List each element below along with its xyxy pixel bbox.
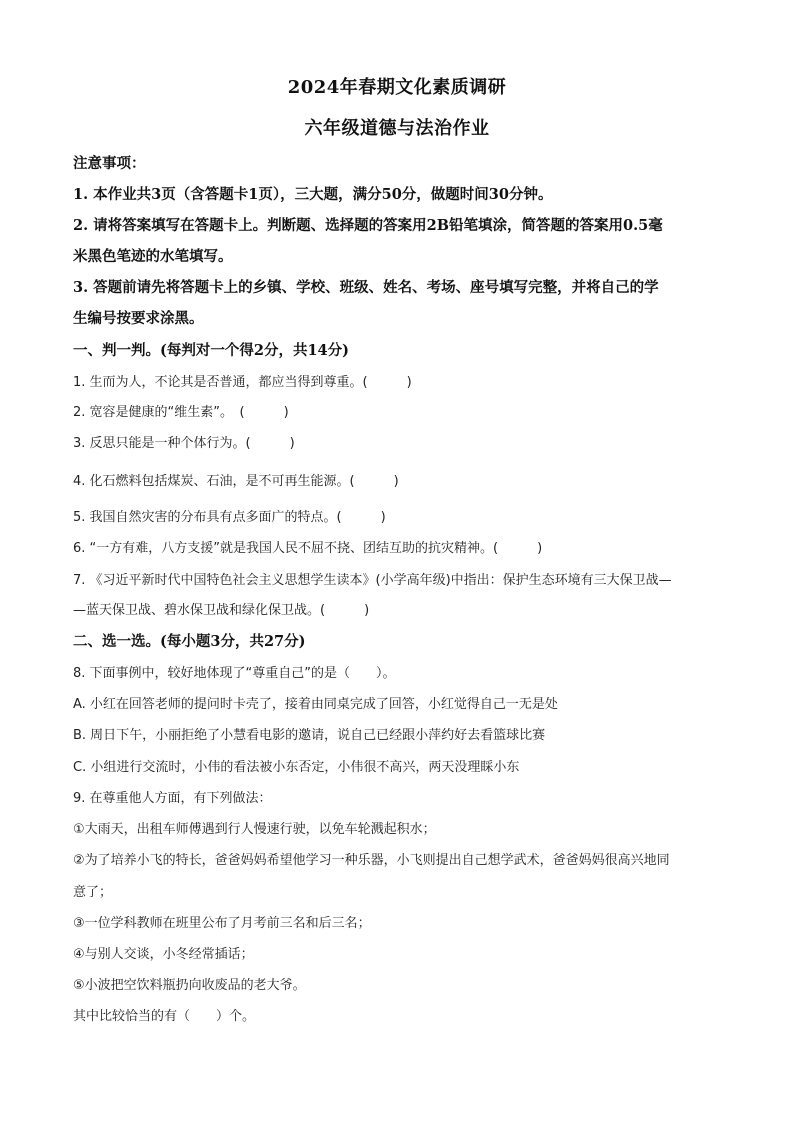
question-6: 6. “一方有难，八方支援”就是我国人民不屈不挠、团结互助的抗灾精神。( ): [73, 541, 543, 556]
question-8-option-a: A. 小红在回答老师的提问时卡壳了，接着由同桌完成了回答，小红觉得自己一无是处: [73, 697, 558, 712]
notice-item-3-line-2: 生编号按要求涂黑。: [73, 310, 204, 327]
notice-item-1: 1. 本作业共3页（含答题卡1页），三大题，满分50分，做题时间30分钟。: [73, 186, 553, 203]
section-2-heading: 二、选一选。(每小题3分，共27分): [73, 633, 306, 650]
question-9-item-2-line-2: 意了；: [73, 885, 113, 900]
notice-item-2-line-1: 2. 请将答案填写在答题卡上。判断题、选择题的答案用2B铅笔填涂，简答题的答案用0.5毫: [73, 217, 663, 234]
question-9-item-1: ①大雨天，出租车师傅遇到行人慢速行驶，以免车轮溅起积水；: [73, 822, 436, 837]
question-7-line-2: —蓝天保卫战、碧水保卫战和绿化保卫战。( ): [73, 603, 370, 618]
question-9-ask: 其中比较恰当的有（ ）个。: [73, 1009, 256, 1024]
question-8-option-c: C. 小组进行交流时，小伟的看法被小东否定，小伟很不高兴，两天没理睬小东: [73, 760, 520, 775]
question-8-option-b: B. 周日下午，小丽拒绝了小慧看电影的邀请，说自己已经跟小萍约好去看篮球比赛: [73, 728, 546, 743]
question-5: 5. 我国自然灾害的分布具有点多面广的特点。( ): [73, 510, 386, 525]
question-9-item-4: ④与别人交谈，小冬经常插话；: [73, 947, 254, 962]
exam-title: 2024年春期文化素质调研: [287, 77, 507, 98]
question-4: 4. 化石燃料包括煤炭、石油，是不可再生能源。( ): [73, 474, 399, 489]
question-7-line-1: 7. 《习近平新时代中国特色社会主义思想学生读本》(小学高年级)中指出：保护生态环境有三大保卫战—: [73, 573, 672, 588]
question-9-item-3: ③一位学科教师在班里公布了月考前三名和后三名；: [73, 916, 371, 931]
notice-item-3-line-1: 3. 答题前请先将答题卡上的乡镇、学校、班级、姓名、考场、座号填写完整，并将自己的学: [73, 279, 659, 296]
question-2: 2. 宽容是健康的“维生素”。 ( ): [73, 405, 289, 420]
notice-heading: 注意事项：: [73, 155, 146, 172]
question-9: 9. 在尊重他人方面，有下列做法：: [73, 791, 272, 806]
question-9-item-5: ⑤小波把空饮料瓶扔向收废品的老大爷。: [73, 978, 306, 993]
exam-subtitle: 六年级道德与法治作业: [304, 118, 490, 139]
question-8: 8. 下面事例中，较好地体现了“尊重自己”的是（ ）。: [73, 666, 396, 681]
question-1: 1. 生而为人，不论其是否普通，都应当得到尊重。( ): [73, 375, 412, 390]
notice-item-2-line-2: 米黑色笔迹的水笔填写。: [73, 248, 233, 265]
question-3: 3. 反思只能是一种个体行为。( ): [73, 436, 295, 451]
question-9-item-2-line-1: ②为了培养小飞的特长，爸爸妈妈希望他学习一种乐器，小飞则提出自己想学武术，爸爸妈妈很高兴地同: [73, 853, 670, 868]
section-1-heading: 一、判一判。(每判对一个得2分，共14分): [73, 342, 349, 359]
